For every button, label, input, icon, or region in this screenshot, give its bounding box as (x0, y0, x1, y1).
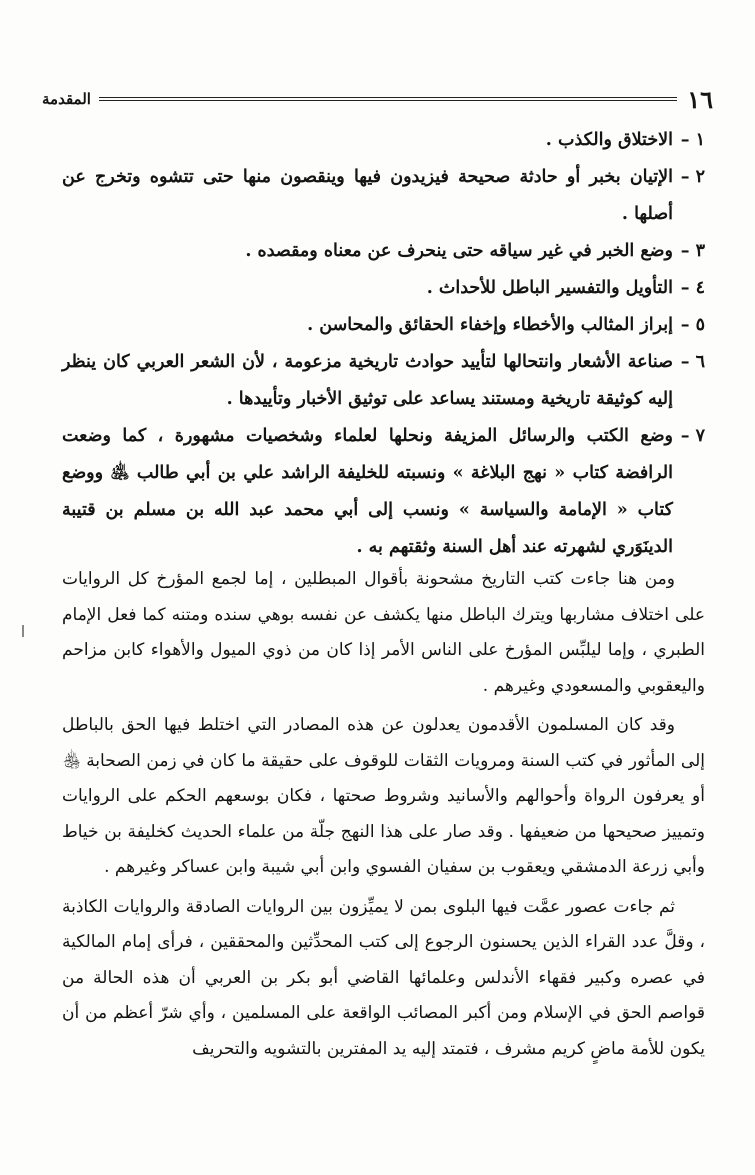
list-item-text: إبراز المثالب والأخطاء وإخفاء الحقائق والمحاسن . (307, 315, 673, 335)
list-item-number: ٦ – (680, 352, 705, 372)
list-item-text: صناعة الأشعار وانتحالها لتأييد حوادث تاريخية مزعومة ، لأن الشعر العربي كان ينظر إليه كوثيقة تاريخية ومستند يساعد على توثيق الأخبار وتأييدها . (62, 352, 673, 409)
scan-mark (22, 625, 24, 637)
body-text (62, 562, 705, 1071)
list-item (62, 270, 705, 307)
list-item-text: وضع الكتب والرسائل المزيفة ونحلها لعلماء وشخصيات مشهورة ، كما وضعت الرافضة كتاب « نهج البلاغة » ونسبته للخليفة الراشد علي بن أبي طالب ﵁ ووضع كتاب « الإمامة والسياسة » ونسب إلى أبي محمد عبد الله بن مسلم بن قتيبة الدينَوَري لشهرته عند أهل السنة وثقتهم به . (62, 426, 673, 557)
list-item (62, 233, 705, 270)
list-item-text: التأويل والتفسير الباطل للأحداث . (426, 278, 673, 298)
list-item (62, 418, 705, 566)
list-item-number: ٢ – (680, 167, 705, 187)
paragraph: وقد كان المسلمون الأقدمون يعدلون عن هذه المصادر التي اختلط فيها الحق بالباطل إلى المأثور في كتب السنة ومرويات الثقات للوقوف على حقيقة ما كان في زمن الصحابة ﵃ أو يعرفون الرواة وأحوالهم والأسانيد وشروط صحتها ، فكان بوسعهم الحكم على الروايات وتمييز صحيحها من ضعيفها . وقد صار على هذا النهج جلّة من علماء الحديث كخليفة بن خياط وأبي زرعة الدمشقي ويعقوب بن سفيان الفسوي وابن أبي شيبة وابن عساكر وغيرهم . (62, 715, 705, 877)
list-item (62, 122, 705, 159)
list-item-text: الاختلاق والكذب . (545, 130, 673, 150)
list-item-number: ١ – (680, 130, 705, 150)
list-item-number: ٧ – (680, 426, 705, 446)
list-item-text: وضع الخبر في غير سياقه حتى ينحرف عن معناه ومقصده . (245, 241, 673, 261)
paragraph: ومن هنا جاءت كتب التاريخ مشحونة بأقوال المبطلين ، إما لجمع المؤرخ كل الروايات على اختلاف مشاربها ويترك الباطل منها يكشف عن نفسه بوهي سنده ومتنه كما فعل الإمام الطبري ، وإما ليلبِّس المؤرخ على الناس الأمر إذا كان من ذوي الميول والأهواء كابن مزاحم واليعقوبي والمسعودي وغيرهم . (62, 569, 705, 696)
list-item-number: ٣ – (680, 241, 705, 261)
list-item (62, 159, 705, 233)
list-item (62, 344, 705, 418)
numbered-list (62, 122, 705, 566)
page-number: ١٦ (687, 84, 713, 114)
running-header (42, 84, 713, 114)
section-title: المقدمة (42, 90, 91, 108)
list-item-number: ٤ – (680, 278, 705, 298)
paragraph: ثم جاءت عصور عمَّت فيها البلوى بمن لا يميِّزون بين الروايات الصادقة والروايات الكاذبة ، وقلَّ عدد القراء الذين يحسنون الرجوع إلى كتب المحدِّثين والمحققين ، فرأى إمام المالكية في عصره وكبير فقهاء الأندلس وعلمائها القاضي أبو بكر بن العربي أن هذه الحالة من قواصم الحق في الإسلام ومن أكبر المصائب الواقعة على المسلمين ، وأي شرّ أعظم من أن يكون للأمة ماضٍ كريم مشرف ، فتمتد إليه يد المفترين بالتشويه والتحريف (62, 896, 705, 1059)
list-item (62, 307, 705, 344)
list-item-text: الإتيان بخبر أو حادثة صحيحة فيزيدون فيها وينقصون منها حتى تتشوه وتخرج عن أصلها . (62, 167, 673, 224)
header-rule (99, 97, 677, 101)
list-item-number: ٥ – (680, 315, 705, 335)
